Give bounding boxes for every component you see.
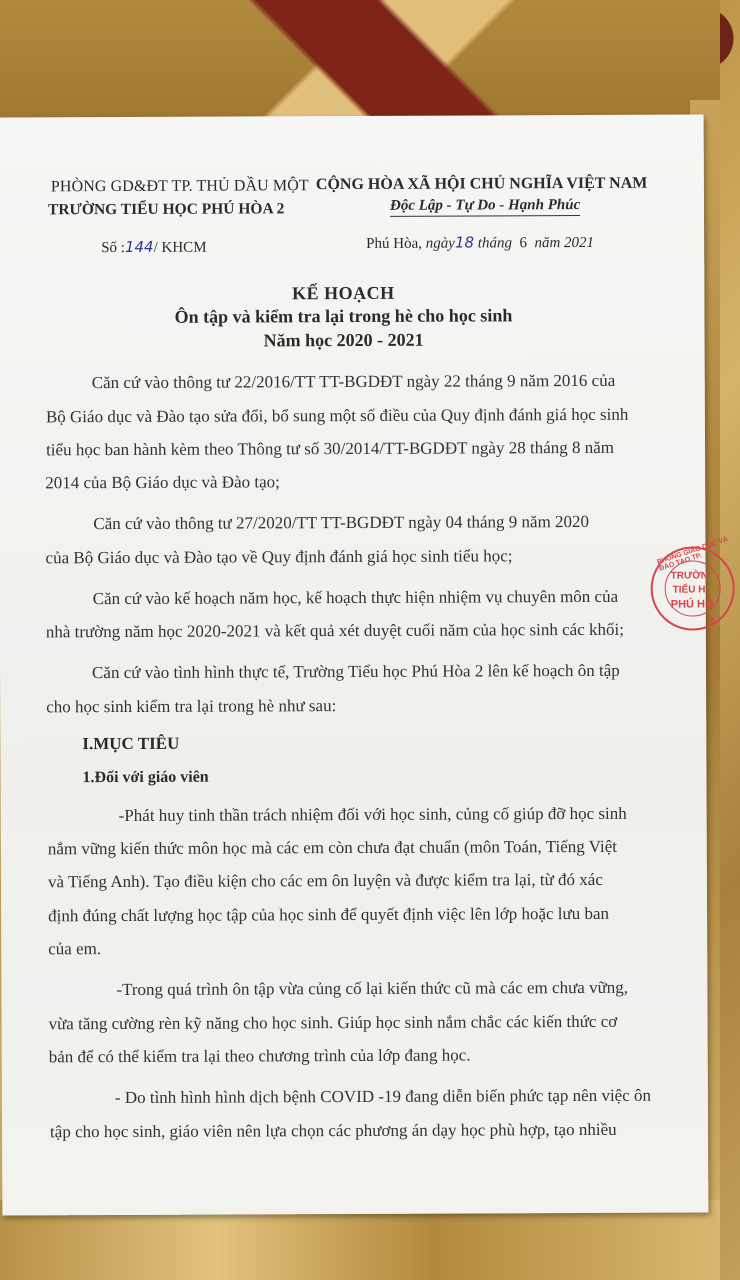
date-year: năm 2021 [534,234,595,252]
body-line: nhà trường năm học 2020-2021 và kết quả xét duyệt cuối năm của học sinh các khối; [45,619,624,642]
date-month-label: tháng [477,235,512,252]
body-line: Căn cứ vào thông tư 22/2016/TT TT-BGDĐT ngày 22 tháng 9 năm 2016 của [91,370,616,393]
stamp-ring-text: PHÒNG GIÁO DỤC VÀ ĐÀO TẠO TP. [656,536,730,573]
school-year: Năm học 2020 - 2021 [263,329,424,351]
body-line: của Bộ Giáo dục và Đào tạo về Quy định đánh giá học sinh tiểu học; [45,546,513,568]
body-line: Căn cứ vào thông tư 27/2020/TT TT-BGDĐT ngày 04 tháng 9 năm 2020 [93,511,590,534]
body-line: tiểu học ban hành kèm theo Thông tư số 30/2014/TT-BGDĐT ngày 28 tháng 8 năm [46,437,615,460]
section-line: -Phát huy tinh thần trách nhiệm đối với học sinh, củng cố giúp đỡ học sinh [118,803,627,826]
section-line: và Tiếng Anh). Tạo điều kiện cho các em ôn luyện và được kiểm tra lại, từ đó xác [47,869,603,892]
national-motto: Độc Lập - Tự Do - Hạnh Phúc [390,197,580,217]
school-seal-stamp [650,536,734,630]
star-icon: ★ [707,614,716,625]
stamp-line-2: TIỂU H [672,584,706,596]
body-line: Bộ Giáo dục và Đào tạo sửa đổi, bổ sung một số điều của Quy định đánh giá học sinh [45,404,629,427]
date-day: 18 [454,233,475,252]
body-line: 2014 của Bộ Giáo dục và Đào tạo; [45,472,280,493]
section-line: tập cho học sinh, giáo viên nên lựa chọn các phương án dạy học phù hợp, tạo nhiều [49,1119,617,1142]
section-line: của em. [48,939,102,959]
body-line: cho học sinh kiểm tra lại trong hè như sau: [46,696,337,717]
section-line: vừa tăng cường rèn kỹ năng cho học sinh. Giúp học sinh nắm chắc các kiến thức cơ [48,1011,618,1034]
department-name: PHÒNG GD&ĐT TP. THỦ DẦU MỘT [50,177,309,196]
body-line: Căn cứ vào tình hình thực tế, Trường Tiểu học Phú Hòa 2 lên kế hoạch ôn tập [91,660,620,683]
date-line [366,233,594,253]
section-line: - Do tình hình hình dịch bệnh COVID -19 đang diễn biến phức tạp nên việc ôn [114,1085,652,1108]
section-heading: I.MỤC TIÊU [82,733,180,754]
body-line: Căn cứ vào kế hoạch năm học, kế hoạch thực hiện nhiệm vụ chuyên môn của [92,586,619,609]
reference-number [101,238,206,257]
document-subtitle: Ôn tập và kiểm tra lại trong hè cho học sinh [174,305,513,327]
reference-suffix: / KHCM [153,239,207,256]
section-line: định đúng chất lượng học tập của học sinh để quyết định việc lên lớp hoặc lưu ban [48,903,610,926]
section-subheading: 1.Đối với giáo viên [82,768,209,787]
country-name: CỘNG HÒA XÃ HỘI CHỦ NGHĨA VIỆT NAM [315,174,648,194]
stamp-line-3: PHÚ HÒ [670,598,714,611]
reference-handwritten-number: 144 [124,237,154,256]
section-line: nắm vững kiến thức môn học mà các em còn chưa đạt chuẩn (môn Toán, Tiếng Việt [47,836,617,859]
school-name: TRƯỜNG TIỂU HỌC PHÚ HÒA 2 [47,200,285,219]
document-page [0,114,730,1215]
section-line: bản để có thể kiểm tra lại theo chương trình của lớp đang học. [48,1045,471,1067]
document-title: KẾ HOẠCH [292,282,395,304]
stamp-line-1: TRƯỜN [670,570,709,582]
date-day-label: ngày [425,235,455,252]
date-month: 6 [519,235,527,252]
section-line: -Trong quá trình ôn tập vừa củng cố lại kiến thức cũ mà các em chưa vững, [116,977,629,1000]
reference-prefix: Số : [101,239,125,257]
date-place: Phú Hòa, [366,235,423,252]
